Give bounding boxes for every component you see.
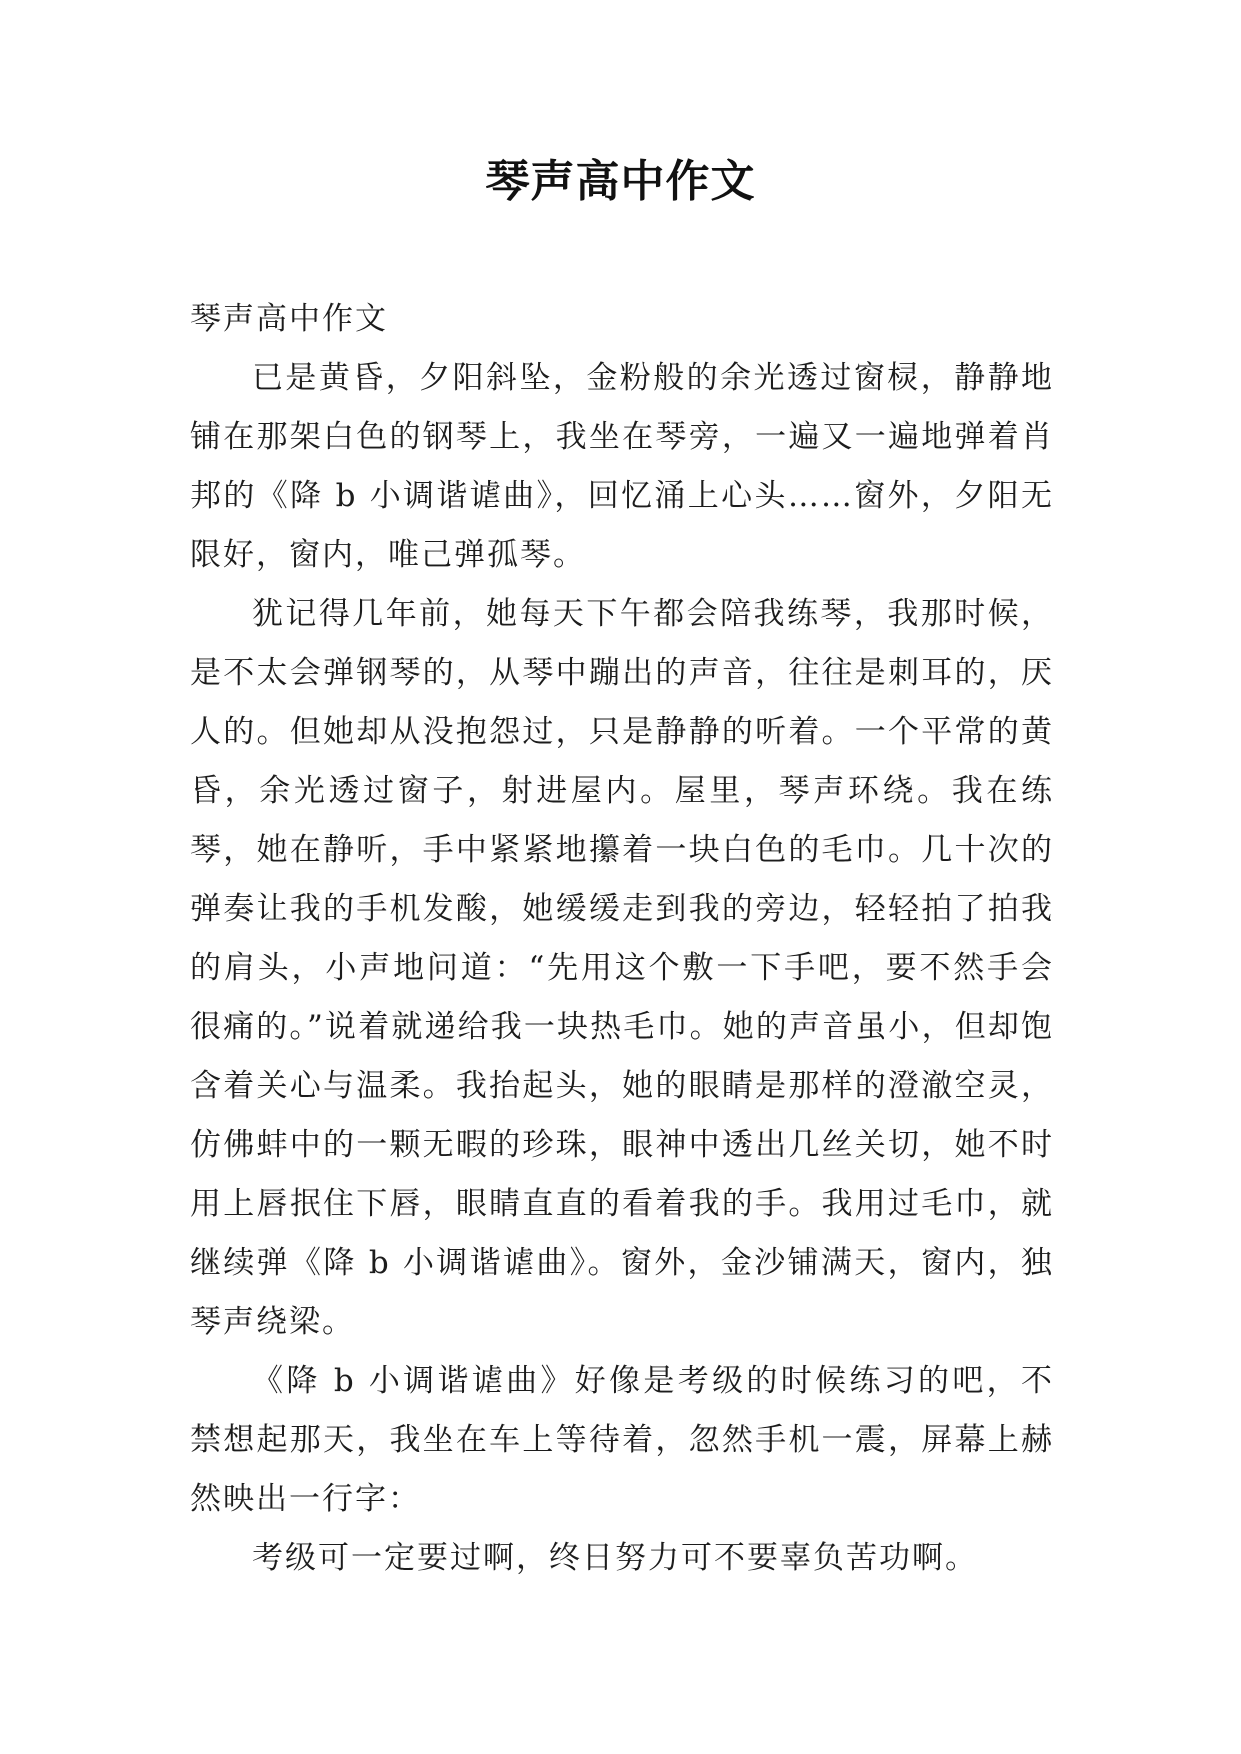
paragraph: 考级可一定要过啊，终日努力可不要辜负苦功啊。 <box>252 1540 978 1576</box>
document-subtitle: 琴声高中作文 <box>190 301 388 337</box>
paragraph: 犹记得几年前，她每天下午都会陪我练琴，我那时候，是不太会弹钢琴的，从琴中蹦出的声音，往往是刺耳的，厌人的。但她却从没抱怨过，只是静静的听着。一个平常的黄昏，余光透过窗子，射进屋内。屋里，琴声环绕。我在练琴，她在静听，手中紧紧地攥着一块白色的毛巾。几十次的弹奏让我的手机发酸，她缓缓走到我的旁边，轻轻拍了拍我的肩头，小声地问道：“先用这个敷一下手吧，要不然手会很痛的。”说着就递给我一块热毛巾。她的声音虽小，但却饱含着关心与温柔。我抬起头，她的眼睛是那样的澄澈空灵，仿佛蚌中的一颗无暇的珍珠，眼神中透出几丝关切，她不时用上唇抿住下唇，眼睛直直的看着我的手。我用过毛巾，就继续弹《降 b 小调谐谑曲》。窗外，金沙铺满天，窗内，独琴声绕梁。 <box>190 596 1054 1340</box>
document-title: 琴声高中作文 <box>485 156 756 207</box>
paragraph: 《降 b 小调谐谑曲》好像是考级的时候练习的吧，不禁想起那天，我坐在车上等待着，忽然手机一震，屏幕上赫然映出一行字： <box>190 1363 1054 1517</box>
document-body <box>190 290 1054 1588</box>
paragraph: 已是黄昏，夕阳斜坠，金粉般的余光透过窗棂，静静地铺在那架白色的钢琴上，我坐在琴旁，一遍又一遍地弹着肖邦的《降 b 小调谐谑曲》，回忆涌上心头……窗外，夕阳无限好，窗内，唯己弹孤琴。 <box>190 360 1054 573</box>
